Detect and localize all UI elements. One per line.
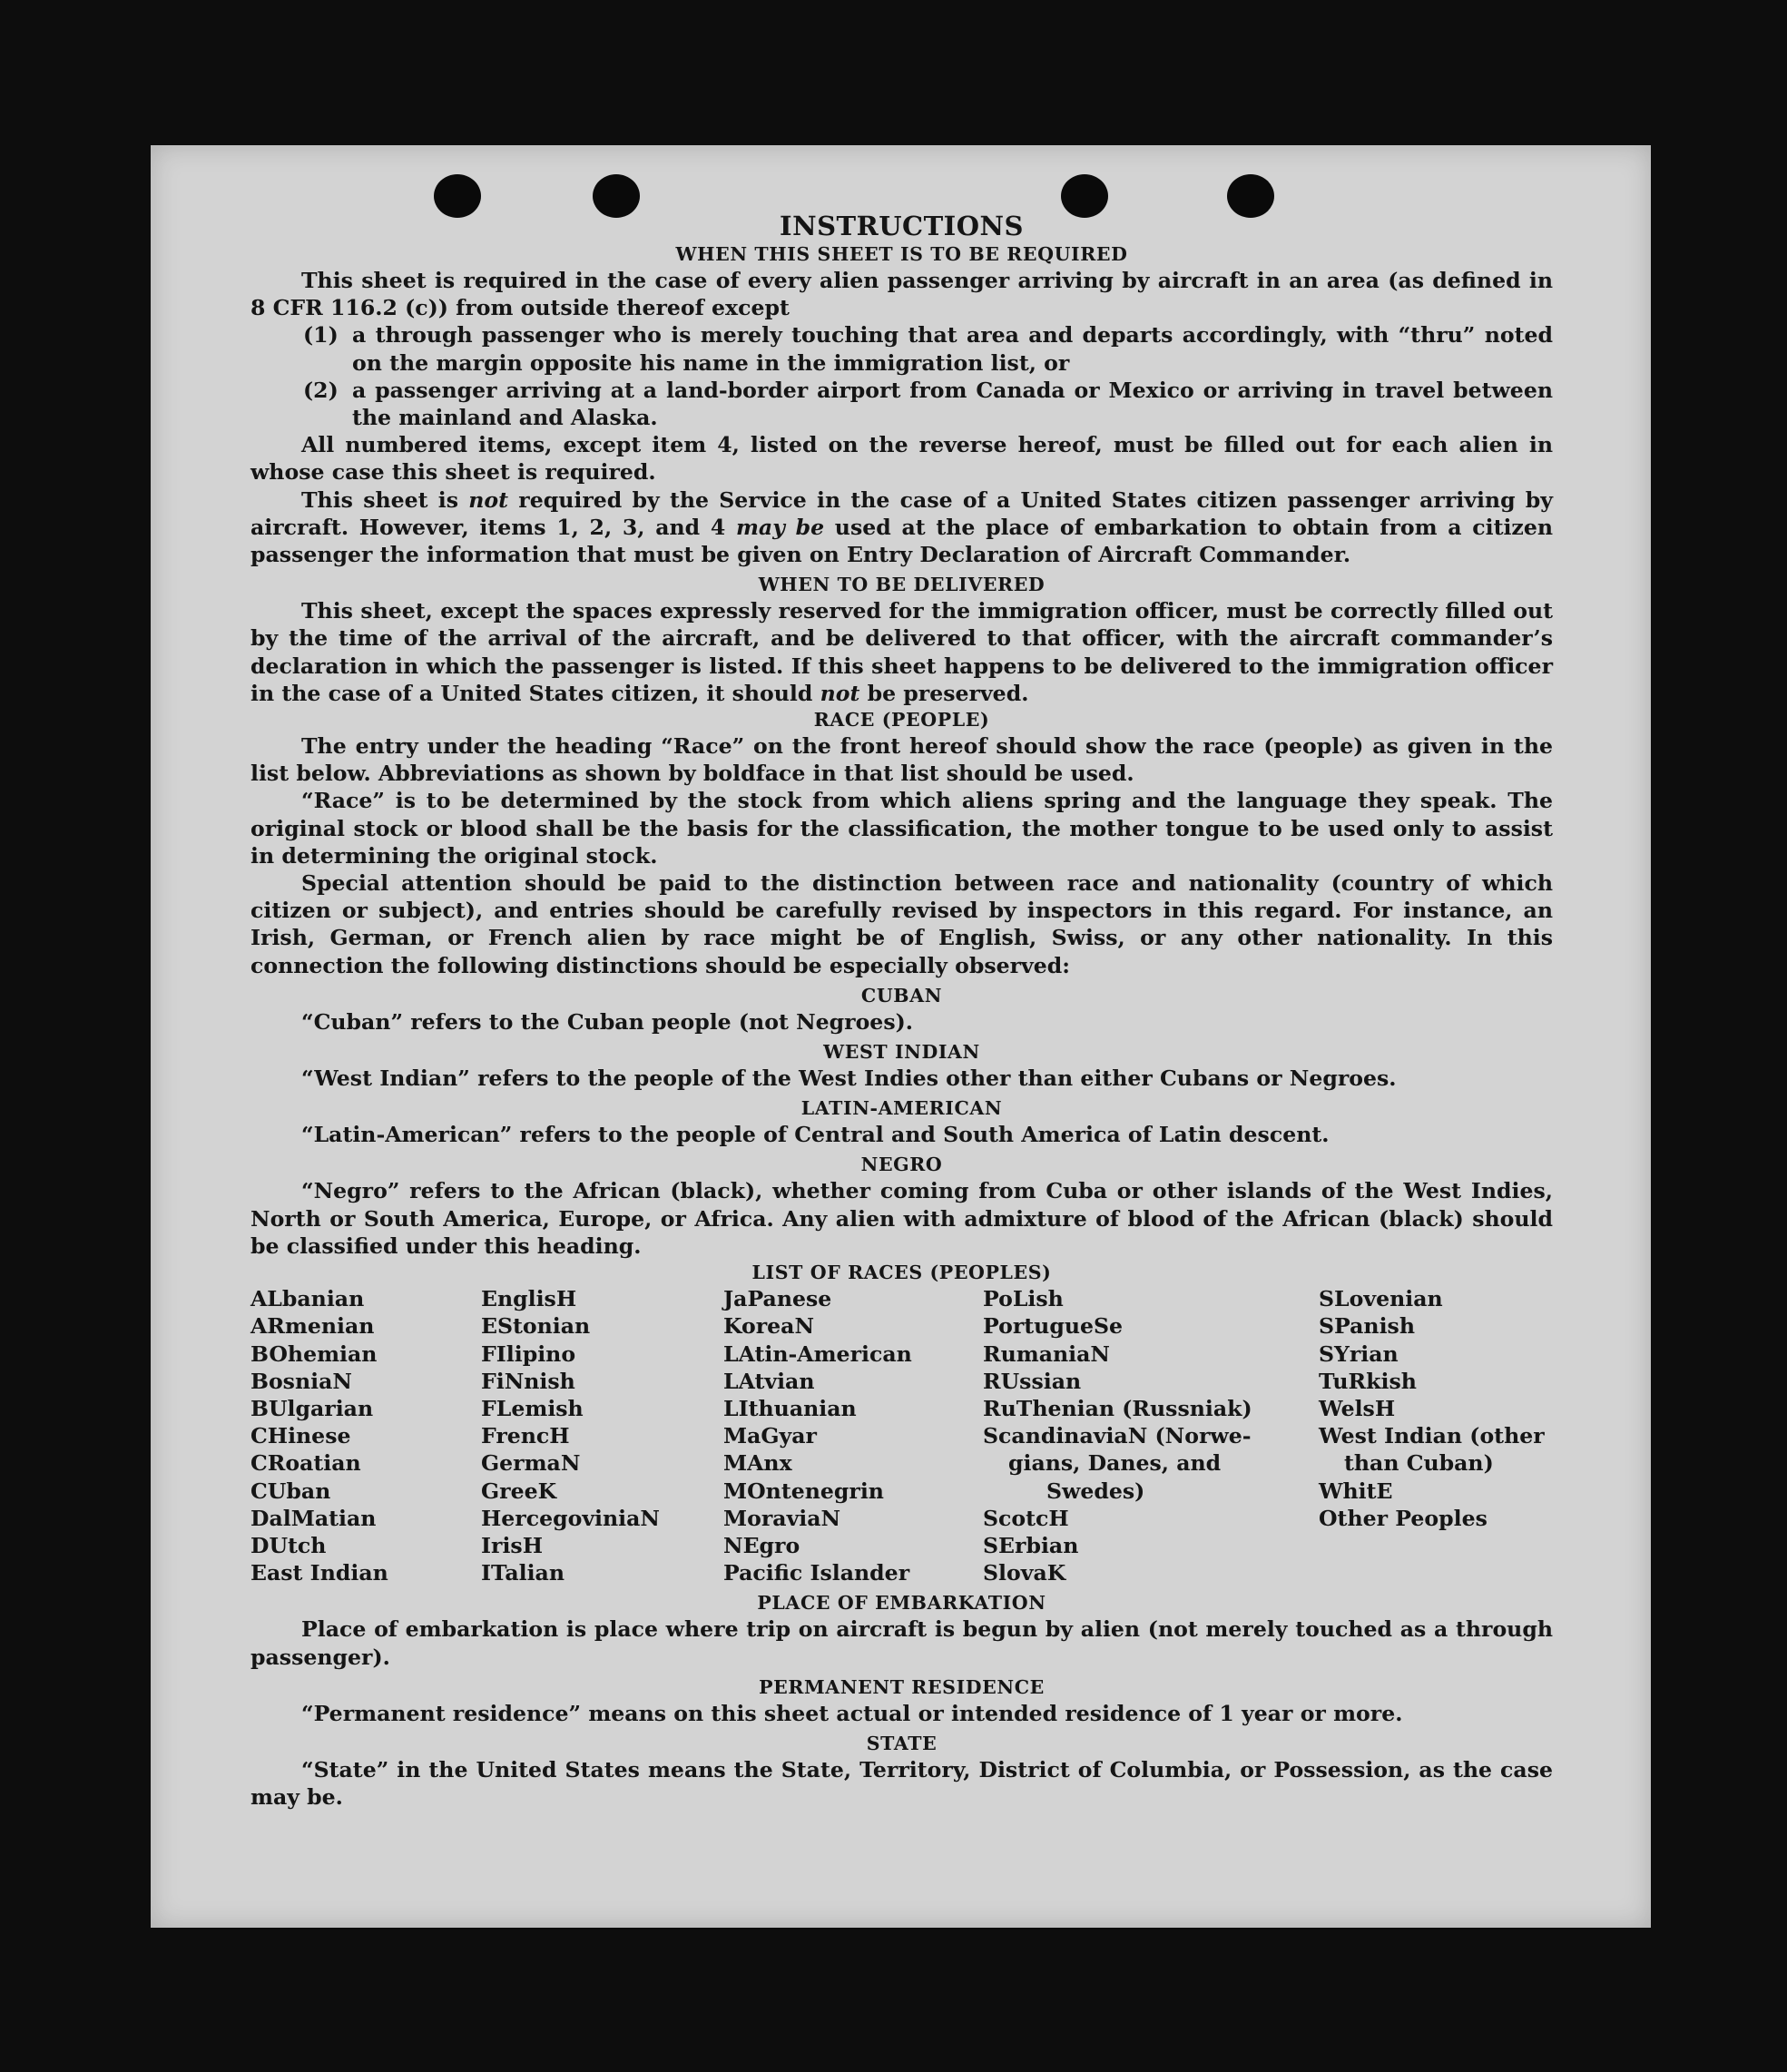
- section-heading: CUBAN: [860, 984, 943, 1007]
- race-item: MAnx: [723, 1450, 792, 1477]
- race-item: SPanish: [1319, 1313, 1415, 1340]
- list-text: a passenger arriving at a land-border airport from Canada or Mexico or arriving in travel between the mainland and Alaska.: [352, 377, 1553, 431]
- text-run: required by the Service in the case of a United States citizen passenger arriving by aircraft. However, items 1, 2, 3, and 4: [250, 486, 1554, 540]
- section-heading: RACE (PEOPLE): [813, 709, 990, 732]
- race-item: HercegoviniaN: [481, 1505, 660, 1531]
- race-item: GermaN: [481, 1450, 581, 1477]
- paragraph: [250, 486, 1553, 569]
- race-item: FIlipino: [481, 1340, 576, 1367]
- list-item: [303, 377, 1553, 431]
- race-item: FLemish: [481, 1395, 584, 1421]
- paragraph: “Race” is to be determined by the stock from which aliens spring and the language they speak. The original stock or blood shall be the basis for the classification, the mother tongue to be used only to assist in determining the original stock.: [250, 788, 1553, 869]
- emphasis-text: not: [468, 486, 509, 513]
- paragraph: “West Indian” refers to the people of the West Indies other than either Cubans or Negroes.: [301, 1065, 1397, 1092]
- section-heading: PLACE OF EMBARKATION: [757, 1592, 1046, 1615]
- section-heading: NEGRO: [860, 1154, 943, 1176]
- race-item: WhitE: [1319, 1478, 1393, 1504]
- race-item: CUban: [250, 1478, 331, 1504]
- race-item: RuThenian (Russniak): [983, 1395, 1252, 1421]
- race-item: RumaniaN: [983, 1340, 1110, 1367]
- race-item: MoraviaN: [723, 1505, 841, 1531]
- race-item: MaGyar: [723, 1423, 817, 1449]
- race-item: BosniaN: [250, 1368, 352, 1394]
- race-item: ScotcH: [983, 1505, 1069, 1531]
- text-run: in that list should be used.: [805, 761, 1134, 787]
- list-text: a through passenger who is merely touching that area and departs accordingly, with “thru” noted on the margin opposite his name in the immigration list, or: [352, 322, 1553, 376]
- races-column: [1319, 1285, 1553, 1586]
- race-item: MOntenegrin: [723, 1478, 884, 1504]
- section-heading: WEST INDIAN: [823, 1041, 980, 1064]
- race-item: SLovenian: [1319, 1286, 1443, 1312]
- race-item: East Indian: [250, 1560, 388, 1586]
- race-item: IrisH: [481, 1532, 544, 1558]
- race-item: EnglisH: [481, 1286, 577, 1312]
- emphasis-text: not: [820, 680, 860, 706]
- section-heading: WHEN THIS SHEET IS TO BE REQUIRED: [675, 243, 1128, 265]
- paragraph: “Permanent residence” means on this sheet actual or intended residence of 1 year or more.: [301, 1700, 1403, 1726]
- section-heading: STATE: [866, 1732, 938, 1754]
- instructions-content: [250, 211, 1553, 1811]
- race-item: CHinese: [250, 1423, 351, 1449]
- race-item: Other Peoples: [1319, 1505, 1488, 1531]
- race-item: than Cuban): [1344, 1450, 1494, 1477]
- text-run: be preserved.: [859, 680, 1029, 706]
- paragraph: “Cuban” refers to the Cuban people (not Negroes).: [301, 1008, 913, 1035]
- race-item: TuRkish: [1319, 1368, 1417, 1394]
- race-item: LIthuanian: [723, 1395, 857, 1421]
- page-title: INSTRUCTIONS: [780, 211, 1024, 241]
- section-heading: WHEN TO BE DELIVERED: [758, 574, 1046, 596]
- race-item: RUssian: [983, 1368, 1082, 1394]
- section-heading: LIST OF RACES (PEOPLES): [751, 1262, 1052, 1284]
- race-item: PoLish: [983, 1286, 1064, 1312]
- race-item: West Indian (other: [1319, 1423, 1545, 1449]
- paragraph: “State” in the United States means the State, Territory, District of Columbia, or Possession, as the case may be.: [250, 1756, 1553, 1811]
- race-item: NEgro: [723, 1532, 800, 1558]
- races-list: [250, 1285, 1553, 1586]
- race-item: ALbanian: [250, 1286, 365, 1312]
- paragraph: Place of embarkation is place where trip on aircraft is begun by alien (not merely touched as a through passenger).: [250, 1616, 1553, 1670]
- race-item: PortugueSe: [983, 1313, 1124, 1340]
- race-item: ScandinaviaN (Norwe-: [983, 1423, 1252, 1449]
- race-item: Pacific Islander: [723, 1560, 910, 1586]
- list-item: [303, 321, 1553, 376]
- section-heading: LATIN-AMERICAN: [800, 1097, 1003, 1120]
- paragraph: [250, 732, 1553, 787]
- races-column: [723, 1285, 983, 1586]
- race-item: SYrian: [1319, 1340, 1399, 1367]
- paragraph: [250, 597, 1553, 707]
- paragraph: Special attention should be paid to the distinction between race and nationality (country of which citizen or subject), and entries should be carefully revised by inspectors in this regard. For instance, an Irish, German, or French alien by race might be of English, Swiss, or any other nationality. In this connection the following distinctions should be especially observed:: [250, 870, 1553, 978]
- paragraph: This sheet is required in the case of every alien passenger arriving by aircraft in an area (as defined in 8 CFR 116.2 (c)) from outside thereof except: [250, 268, 1553, 321]
- race-item: SErbian: [983, 1532, 1079, 1558]
- race-item: FiNnish: [481, 1368, 575, 1394]
- race-item: ITalian: [481, 1560, 565, 1586]
- race-item: SlovaK: [983, 1560, 1066, 1586]
- race-item: ARmenian: [250, 1313, 375, 1340]
- text-run: used at the place of embarkation to obtain from a citizen passenger the information that must be given on Entry Declaration of Aircraft Commander.: [250, 514, 1553, 568]
- emphasis-text: may be: [735, 514, 825, 540]
- races-column: [250, 1285, 481, 1586]
- race-item: DalMatian: [250, 1505, 377, 1531]
- text-run: The entry under the heading “Race” on the front hereof should show the race (people) as given in the list below. Abbreviations as shown by: [250, 733, 1553, 787]
- paragraph: “Latin-American” refers to the people of Central and South America of Latin descent.: [301, 1122, 1330, 1148]
- race-item: FrencH: [481, 1423, 570, 1449]
- emphasis-text: boldface: [702, 761, 806, 787]
- races-column: [983, 1285, 1319, 1586]
- race-item: LAtvian: [723, 1368, 815, 1394]
- races-column: [481, 1285, 723, 1586]
- race-item: KoreaN: [723, 1313, 815, 1340]
- race-item: WelsH: [1319, 1395, 1396, 1421]
- race-item: Swedes): [1046, 1478, 1145, 1504]
- race-item: LAtin-American: [723, 1340, 912, 1367]
- race-item: CRoatian: [250, 1450, 361, 1477]
- document-sheet: [151, 145, 1651, 1928]
- race-item: JaPanese: [723, 1286, 832, 1312]
- race-item: DUtch: [250, 1532, 327, 1558]
- race-item: BOhemian: [250, 1340, 378, 1367]
- paragraph: “Negro” refers to the African (black), whether coming from Cuba or other islands of the West Indies, North or South America, Europe, or Africa. Any alien with admixture of blood of the African (black) should be classified under this heading.: [250, 1178, 1553, 1259]
- race-item: GreeK: [481, 1478, 557, 1504]
- text-run: This sheet, except the spaces expressly reserved for the immigration officer, must be correctly filled out by the time of the arrival of the aircraft, and be delivered to that officer, with the aircraft commander’s declaration in which the passenger is listed. If this sheet happens to be delivered to the immigration officer in the case of a United States citizen, it should: [250, 598, 1553, 706]
- race-item: gians, Danes, and: [1008, 1450, 1222, 1477]
- race-item: EStonian: [481, 1313, 591, 1340]
- text-run: This sheet is: [301, 486, 469, 513]
- section-heading: PERMANENT RESIDENCE: [759, 1675, 1045, 1698]
- list-number: (1): [303, 322, 339, 349]
- race-item: BUlgarian: [250, 1395, 374, 1421]
- paragraph: All numbered items, except item 4, listed on the reverse hereof, must be filled out for each alien in whose case this sheet is required.: [250, 432, 1553, 486]
- list-number: (2): [303, 377, 339, 403]
